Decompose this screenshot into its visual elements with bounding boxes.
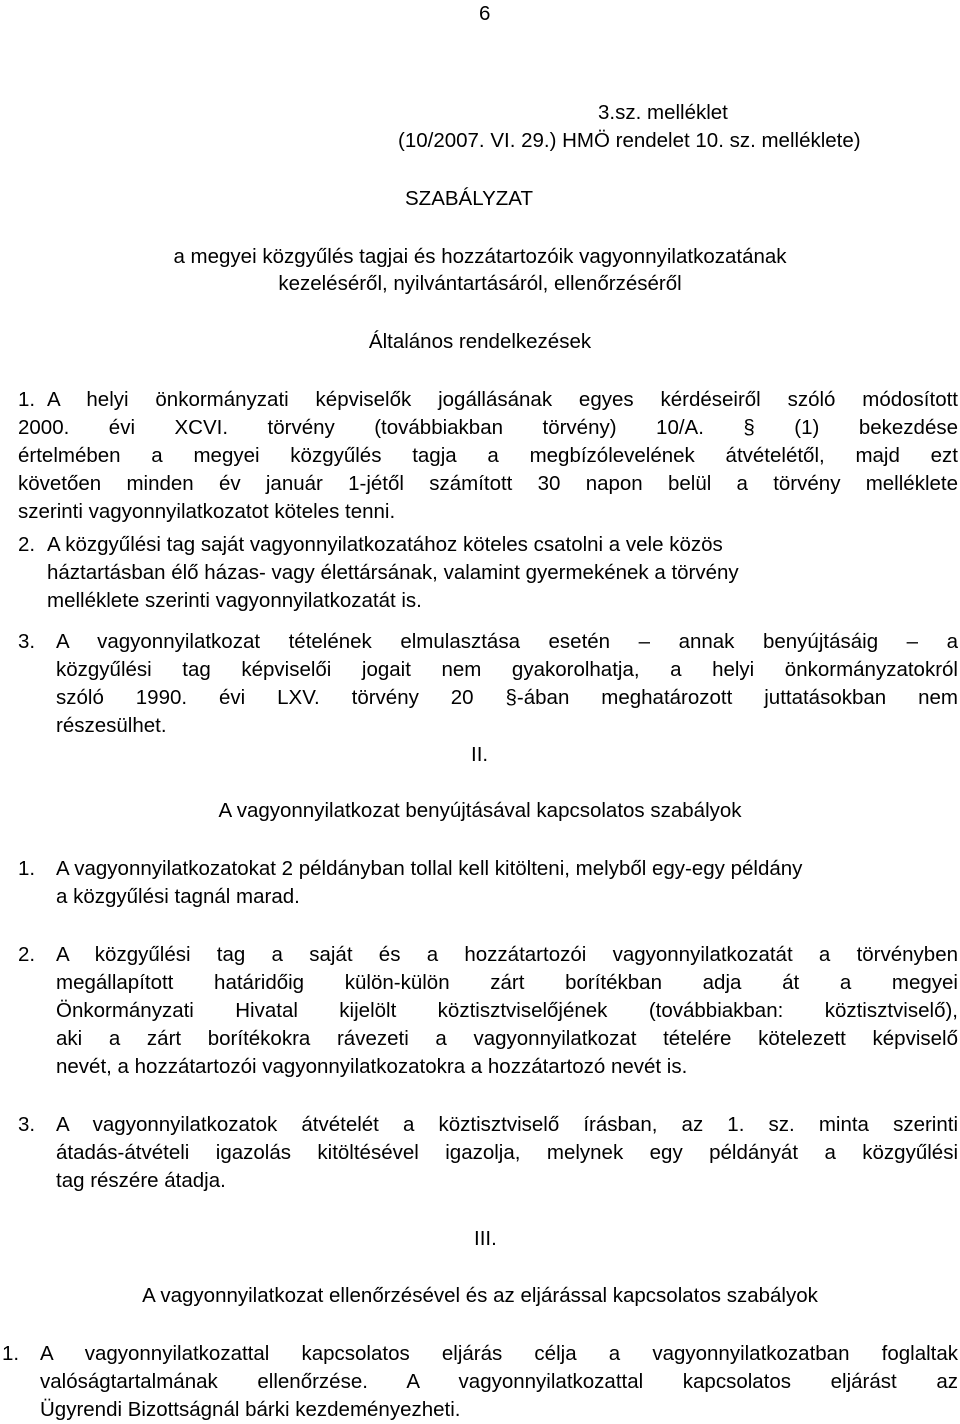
- paragraph-line: átadás-átvételi igazolás kitöltésével igazolja, melynek egy példányát a közgyűlési: [56, 1141, 958, 1164]
- paragraph-line: részesülhet.: [56, 714, 167, 737]
- paragraph-number: 1.: [18, 857, 36, 880]
- paragraph-line: közgyűlési tag képviselői jogait nem gyakorolhatja, a helyi önkormányzatokról: [56, 658, 958, 681]
- paragraph-line: A vagyonnyilatkozatokat 2 példányban tollal kell kitölteni, melyből egy-egy példány: [56, 857, 803, 880]
- paragraph-line: követően minden év január 1-jétől számított 30 napon belül a törvény melléklete: [18, 472, 958, 495]
- paragraph-number: 1.: [18, 388, 36, 411]
- section-2-heading: A vagyonnyilatkozat benyújtásával kapcsolatos szabályok: [218, 799, 742, 822]
- paragraph-number: 2.: [18, 943, 36, 966]
- paragraph-number: 3.: [18, 630, 36, 653]
- annex-line-2: (10/2007. VI. 29.) HMÖ rendelet 10. sz. melléklete): [398, 129, 861, 152]
- paragraph-line: szerinti vagyonnyilatkozatot köteles tenni.: [18, 500, 396, 523]
- paragraph-line: A vagyonnyilatkozat tételének elmulasztása esetén – annak benyújtásáig – a: [56, 630, 958, 653]
- paragraph-line: A közgyűlési tag saját vagyonnyilatkozatához köteles csatolni a vele közös: [47, 533, 723, 556]
- paragraph-line: aki a zárt borítékokra rávezeti a vagyonnyilatkozat tételére kötelezett képviselő: [56, 1027, 958, 1050]
- subtitle-line-2: kezeléséről, nyilvántartásáról, ellenőrzéséről: [278, 272, 682, 295]
- page-number: 6: [479, 2, 491, 25]
- paragraph-line: a közgyűlési tagnál marad.: [56, 885, 300, 908]
- paragraph-line: nevét, a hozzátartozói vagyonnyilatkozatokra a hozzátartozó nevét is.: [56, 1055, 688, 1078]
- paragraph-line: 2000. évi XCVI. törvény (továbbiakban törvény) 10/A. § (1) bekezdése: [18, 416, 958, 439]
- paragraph-line: A helyi önkormányzati képviselők jogállásának egyes kérdéseiről szóló módosított: [47, 388, 958, 411]
- paragraph-line: melléklete szerinti vagyonnyilatkozatát is.: [47, 589, 422, 612]
- paragraph-line: Önkormányzati Hivatal kijelölt köztisztviselőjének (továbbiakban: köztisztviselő),: [56, 999, 958, 1022]
- paragraph-line: A vagyonnyilatkozatok átvételét a köztisztviselő írásban, az 1. sz. minta szerinti: [56, 1113, 958, 1136]
- paragraph-line: háztartásban élő házas- vagy élettársának, valamint gyermekének a törvény: [47, 561, 739, 584]
- section-2-roman-numeral: II.: [471, 743, 489, 766]
- section-3-roman-numeral: III.: [474, 1227, 497, 1250]
- paragraph-line: értelmében a megyei közgyűlés tagja a megbízólevelének átvételétől, majd ezt: [18, 444, 958, 467]
- paragraph-line: A közgyűlési tag a saját és a hozzátartozói vagyonnyilatkozatát a törvényben: [56, 943, 958, 966]
- subtitle-line-1: a megyei közgyűlés tagjai és hozzátartozóik vagyonnyilatkozatának: [173, 245, 787, 268]
- paragraph-line: szóló 1990. évi LXV. törvény 20 §-ában meghatározott juttatásokban nem: [56, 686, 958, 709]
- paragraph-line: Ügyrendi Bizottságnál bárki kezdeményezheti.: [40, 1398, 461, 1421]
- paragraph-number: 1.: [2, 1342, 20, 1365]
- paragraph-line: valóságtartalmának ellenőrzése. A vagyonnyilatkozattal kapcsolatos eljárást az: [40, 1370, 958, 1393]
- document-title: SZABÁLYZAT: [405, 187, 533, 210]
- paragraph-line: megállapított határidőig külön-külön zárt borítékban adja át a megyei: [56, 971, 958, 994]
- paragraph-number: 2.: [18, 533, 36, 556]
- section-1-heading: Általános rendelkezések: [368, 330, 592, 353]
- section-3-heading: A vagyonnyilatkozat ellenőrzésével és az eljárással kapcsolatos szabályok: [142, 1284, 818, 1307]
- paragraph-line: tag részére átadja.: [56, 1169, 226, 1192]
- paragraph-line: A vagyonnyilatkozattal kapcsolatos eljárás célja a vagyonnyilatkozatban foglaltak: [40, 1342, 958, 1365]
- annex-line-1: 3.sz. melléklet: [598, 101, 728, 124]
- paragraph-number: 3.: [18, 1113, 36, 1136]
